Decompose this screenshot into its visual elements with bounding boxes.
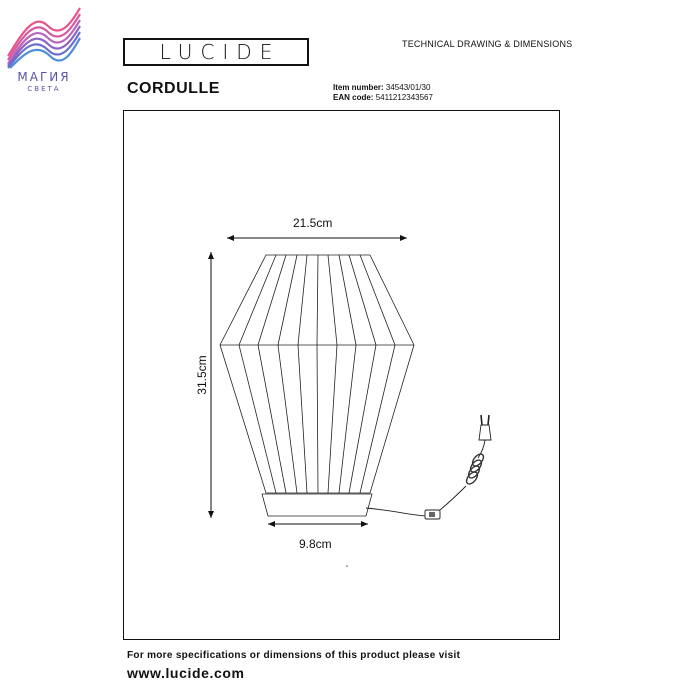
watermark-subtitle: СВЕТА: [27, 85, 61, 93]
mark-dot: [346, 565, 348, 567]
product-name: CORDULLE: [127, 80, 220, 97]
footer-note: For more specifications or dimensions of this product please visit: [127, 650, 461, 661]
plug-icon: [479, 415, 491, 440]
coiled-cable-icon: [464, 452, 485, 486]
lamp-shade-icon: [220, 255, 414, 493]
width-dimension-label: 21.5cm: [293, 216, 333, 230]
height-dimension-label: 31.5cm: [195, 355, 209, 395]
lamp-base-icon: [262, 494, 372, 516]
ean-code-value: 5411212343567: [375, 93, 433, 102]
item-number-label: Item number:: [333, 83, 384, 92]
switch-icon: [425, 510, 440, 519]
ean-code-label: EAN code:: [333, 93, 374, 102]
base-dimension-label: 9.8cm: [299, 537, 332, 551]
item-number-value: 34543/01/30: [385, 83, 431, 92]
watermark-title: МАГИЯ: [17, 70, 71, 84]
brand-logo: LUCIDE: [123, 38, 309, 66]
doc-type-title: TECHNICAL DRAWING & DIMENSIONS: [402, 39, 573, 49]
website-link[interactable]: www.lucide.com: [127, 665, 245, 681]
